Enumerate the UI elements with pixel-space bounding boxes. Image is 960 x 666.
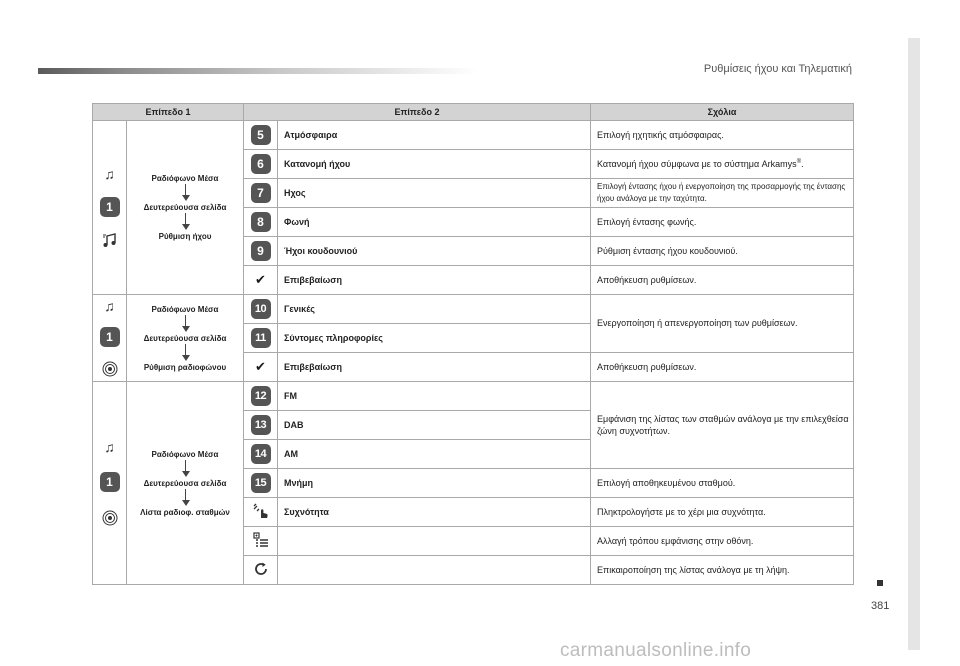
item-badge: 14 <box>251 444 271 464</box>
page-marker <box>877 580 883 586</box>
group2-level1 <box>127 295 244 382</box>
row-comment: Επιλογή έντασης ήχου ή ενεργοποίηση της προσαρμογής της έντασης ήχου ανάλογα με την ταχύτητα. <box>591 179 854 208</box>
row-comment: Επιλογή έντασης φωνής. <box>591 208 854 237</box>
row-comment: Αλλαγή τρόπου εμφάνισης στην οθόνη. <box>591 527 854 556</box>
row-label: DAB <box>278 411 591 440</box>
radio-list-icon <box>102 510 118 526</box>
display-mode-icon <box>244 527 278 556</box>
row-label: Γενικές <box>278 295 591 324</box>
header-level2: Επίπεδο 2 <box>244 104 591 121</box>
step-badge: 1 <box>100 197 120 217</box>
row-comment: Αποθήκευση ρυθμίσεων. <box>591 353 854 382</box>
row-comment: Εμφάνιση της λίστας των σταθμών ανάλογα με την επιλεχθείσα ζώνη συχνοτήτων. <box>591 382 854 469</box>
arrow-down-icon <box>181 460 190 478</box>
row-label: Επιβεβαίωση <box>278 266 591 295</box>
row-comment: Ενεργοποίηση ή απενεργοποίηση των ρυθμίσεων. <box>591 295 854 353</box>
item-badge: 7 <box>251 183 271 203</box>
table-row <box>93 382 854 411</box>
arrow-down-icon <box>181 184 190 202</box>
arrow-down-icon <box>181 213 190 231</box>
group1-icons <box>93 121 127 295</box>
row-label: Φωνή <box>278 208 591 237</box>
row-comment: Επικαιροποίηση της λίστας ανάλογα με τη λήψη. <box>591 556 854 585</box>
arrow-down-icon <box>181 315 190 333</box>
level1-step: Ρύθμιση ραδιοφώνου <box>143 362 227 372</box>
music-note-icon: ♫ <box>104 298 115 314</box>
row-label: Ήχοι κουδουνιού <box>278 237 591 266</box>
item-badge: 9 <box>251 241 271 261</box>
item-badge: 12 <box>251 386 271 406</box>
row-label: Κατανομή ήχου <box>278 150 591 179</box>
step-badge: 1 <box>100 472 120 492</box>
level1-step: Λίστα ραδιοφ. σταθμών <box>140 507 230 517</box>
item-badge: 5 <box>251 125 271 145</box>
row-label: Σύντομες πληροφορίες <box>278 324 591 353</box>
header-comments: Σχόλια <box>591 104 854 121</box>
page-title: Ρυθμίσεις ήχου και Τηλεματική <box>703 63 852 75</box>
level1-step: Δευτερεύουσα σελίδα <box>143 203 227 212</box>
group2-icons <box>93 295 127 382</box>
item-badge: 6 <box>251 154 271 174</box>
row-label <box>278 556 591 585</box>
arrow-down-icon <box>181 489 190 507</box>
header-level1: Επίπεδο 1 <box>93 104 244 121</box>
row-label: AM <box>278 440 591 469</box>
row-comment: Ρύθμιση έντασης ήχου κουδουνιού. <box>591 237 854 266</box>
level1-step: Δευτερεύουσα σελίδα <box>143 333 227 343</box>
radio-settings-icon <box>102 361 118 377</box>
level1-step: Δευτερεύουσα σελίδα <box>143 478 227 488</box>
settings-table <box>92 103 854 585</box>
table-row <box>93 121 854 150</box>
page-number: 381 <box>871 600 890 612</box>
arrow-down-icon <box>181 344 190 362</box>
refresh-icon <box>244 556 278 585</box>
row-label: Επιβεβαίωση <box>278 353 591 382</box>
level1-step: Ραδιόφωνο Μέσα <box>151 449 219 459</box>
step-badge: 1 <box>100 327 120 347</box>
page-edge-bar <box>908 38 920 650</box>
row-comment: Επιλογή ηχητικής ατμόσφαιρας. <box>591 121 854 150</box>
level1-step: Ραδιόφωνο Μέσα <box>151 304 219 314</box>
item-badge: 10 <box>251 299 271 319</box>
level1-step: Ραδιόφωνο Μέσα <box>151 174 219 183</box>
music-note-icon: ♫ <box>104 165 115 182</box>
item-badge: 11 <box>251 328 271 348</box>
row-comment: Αποθήκευση ρυθμίσεων. <box>591 266 854 295</box>
row-label: Μνήμη <box>278 469 591 498</box>
level1-step: Ρύθμιση ήχου <box>158 232 212 241</box>
row-label: Ηχος <box>278 179 591 208</box>
table-header-row <box>93 104 854 121</box>
row-label: FM <box>278 382 591 411</box>
group3-icons <box>93 382 127 585</box>
group3-level1 <box>127 382 244 585</box>
row-comment: Πληκτρολογήστε με το χέρι μια συχνότητα. <box>591 498 854 527</box>
row-comment: Κατανομή ήχου σύμφωνα με το σύστημα Arkamys®. <box>591 150 854 179</box>
item-badge: 8 <box>251 212 271 232</box>
item-badge: 15 <box>251 473 271 493</box>
row-label: Συχνότητα <box>278 498 591 527</box>
touch-frequency-icon <box>244 498 278 527</box>
group1-level1 <box>127 121 244 295</box>
item-badge: 13 <box>251 415 271 435</box>
watermark: carmanualsonline.info <box>560 640 752 661</box>
row-label: Ατμόσφαιρα <box>278 121 591 150</box>
row-comment: Επιλογή αποθηκευμένου σταθμού. <box>591 469 854 498</box>
checkmark-icon: ✔ <box>244 266 278 295</box>
music-note-icon: ♫ <box>104 439 115 455</box>
table-row <box>93 295 854 324</box>
sound-settings-icon <box>102 233 118 249</box>
checkmark-icon: ✔ <box>244 353 278 382</box>
row-label <box>278 527 591 556</box>
header-gradient-bar <box>38 68 478 74</box>
